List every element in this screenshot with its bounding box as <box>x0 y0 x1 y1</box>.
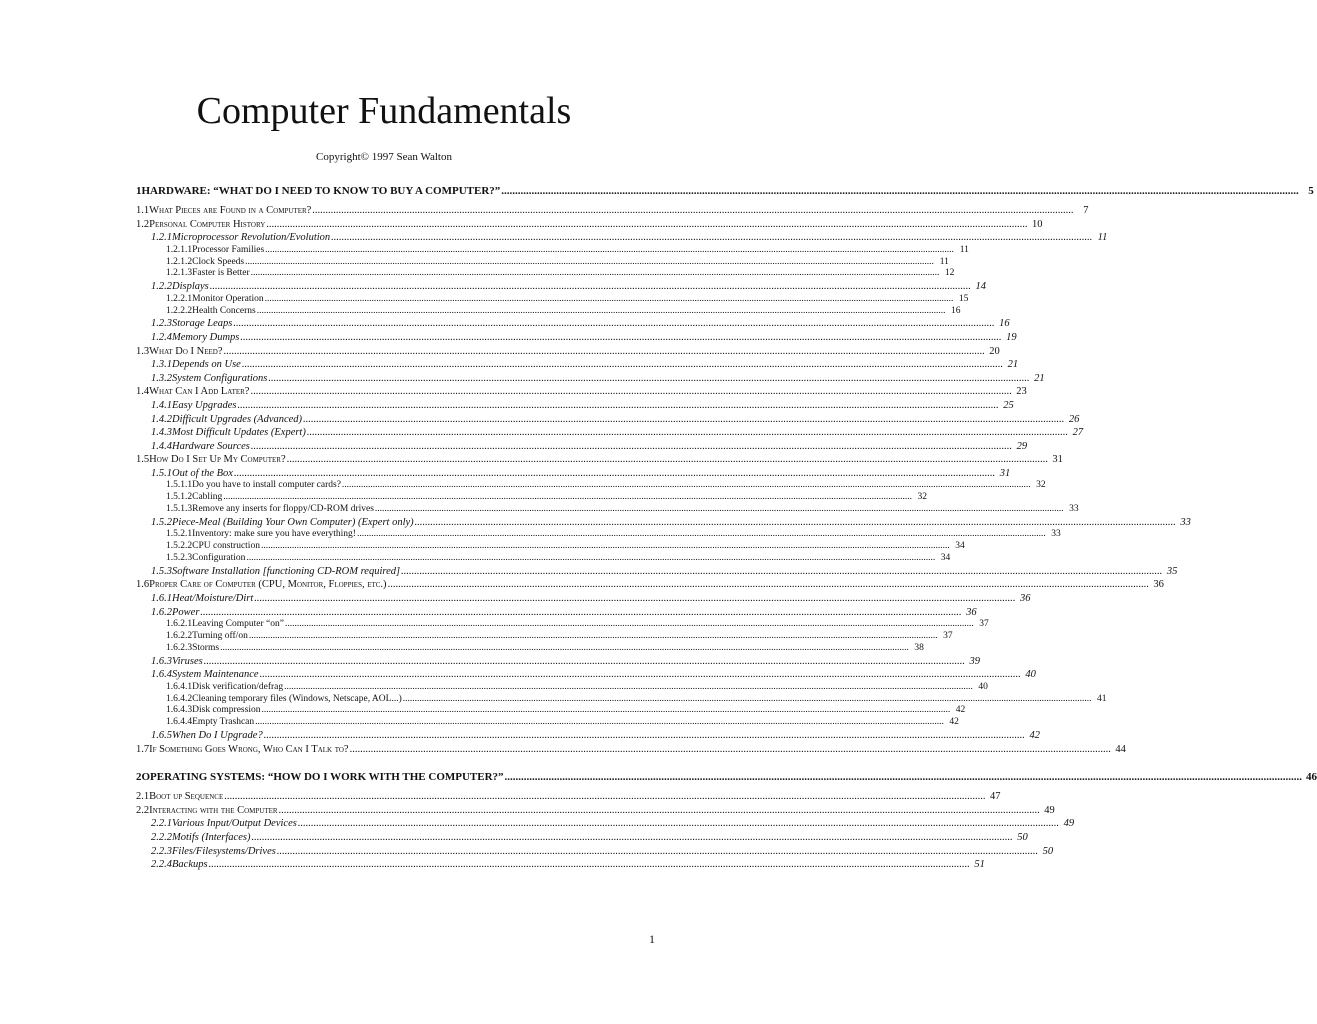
toc-entry[interactable] <box>136 790 1001 804</box>
toc-entry-page: 47 <box>989 791 1001 803</box>
toc-dot-leader <box>265 245 954 257</box>
toc-dot-leader <box>264 729 1025 743</box>
toc-entry-page: 33 <box>1069 504 1079 515</box>
toc-entry[interactable] <box>136 317 1010 331</box>
toc-entry-page: 25 <box>1003 399 1014 411</box>
toc-dot-leader <box>234 467 995 481</box>
toc-entry-page: 23 <box>1016 386 1027 398</box>
toc-entry-page: 19 <box>1006 331 1017 343</box>
toc-dot-leader <box>210 280 971 294</box>
toc-entry[interactable] <box>136 541 965 553</box>
toc-dot-leader <box>287 453 1048 467</box>
toc-dot-leader <box>242 358 1003 372</box>
toc-entry[interactable] <box>136 804 1055 818</box>
toc-entry-page: 21 <box>1034 372 1045 384</box>
toc-entry[interactable] <box>136 565 1178 579</box>
toc-entry-label: 1.5.1.1Do you have to install computer cards? <box>166 480 341 491</box>
toc-entry[interactable] <box>136 204 1089 218</box>
toc-entry-page: 15 <box>958 293 969 304</box>
toc-entry[interactable] <box>136 345 1000 359</box>
toc-entry-page: 20 <box>989 345 1000 357</box>
toc-entry-page: 32 <box>1036 480 1046 491</box>
toc-entry-label: 1.5.3Software Installation [functioning CD-ROM required] <box>151 565 401 577</box>
toc-dot-leader <box>204 655 965 669</box>
toc-entry[interactable] <box>136 578 1164 592</box>
toc-entry[interactable] <box>136 606 977 620</box>
toc-entry-label: 1.5.1Out of the Box <box>151 467 233 479</box>
toc-entry-page: 41 <box>1097 693 1107 704</box>
toc-entry[interactable] <box>136 256 949 269</box>
toc-dot-leader <box>298 817 1059 831</box>
toc-dot-leader <box>200 606 961 620</box>
toc-entry[interactable] <box>136 642 924 655</box>
toc-entry[interactable] <box>136 453 1063 467</box>
toc-dot-leader <box>388 578 1149 592</box>
toc-dot-leader <box>255 717 944 729</box>
toc-entry[interactable] <box>136 385 1027 399</box>
toc-dot-leader <box>223 492 912 504</box>
toc-dot-leader <box>279 804 1040 818</box>
toc-dot-leader <box>265 294 954 306</box>
toc-entry-page: 5 <box>1308 185 1314 197</box>
toc-dot-leader <box>246 553 935 565</box>
toc-chapter-entry[interactable] <box>136 766 1317 788</box>
toc-entry[interactable] <box>136 467 1011 481</box>
toc-dot-leader <box>254 592 1015 606</box>
toc-entry-label: 1.2.1.2Clock Speeds <box>166 256 245 267</box>
toc-entry[interactable] <box>136 529 1061 541</box>
toc-entry-page: 10 <box>1032 218 1043 230</box>
toc-dot-leader <box>307 426 1068 440</box>
copyright-notice: Copyright© 1997 Sean Walton <box>316 151 452 163</box>
toc-entry-label: 1.6.4.1Disk verification/defrag <box>166 681 284 692</box>
toc-entry-label: 2.2.2Motifs (Interfaces) <box>151 831 251 843</box>
toc-entry-page: 31 <box>999 467 1011 479</box>
toc-entry[interactable] <box>136 372 1045 386</box>
toc-entry-label: 1.4.2Difficult Upgrades (Advanced) <box>151 413 303 425</box>
toc-entry[interactable] <box>136 668 1036 682</box>
toc-entry-label: 1.3What Do I Need? <box>136 345 223 357</box>
toc-entry[interactable] <box>136 492 927 504</box>
toc-entry-label: 1.2.2.2Health Concerns <box>166 305 256 316</box>
toc-entry[interactable] <box>136 268 955 280</box>
toc-entry-page: 36 <box>1153 579 1164 591</box>
toc-entry-label: 1.2.2Displays <box>151 281 209 293</box>
toc-dot-leader <box>257 306 946 318</box>
toc-entry-page: 11 <box>959 244 969 255</box>
toc-entry[interactable] <box>136 426 1084 440</box>
toc-entry[interactable] <box>136 729 1040 743</box>
toc-entry-page: 36 <box>1020 593 1031 605</box>
toc-entry[interactable] <box>136 655 980 669</box>
toc-dot-leader <box>249 631 938 643</box>
toc-entry-page: 32 <box>917 492 927 503</box>
toc-entry-label: 1.6.2.2Turning off/on <box>166 631 248 642</box>
toc-entry-page: 11 <box>939 256 949 267</box>
toc-dot-leader <box>285 619 974 631</box>
toc-entry[interactable] <box>136 619 989 631</box>
toc-dot-leader <box>342 480 1031 492</box>
toc-entry-page: 50 <box>1042 845 1054 857</box>
toc-entry[interactable] <box>136 504 1079 516</box>
toc-dot-leader <box>312 204 1073 218</box>
toc-entry[interactable] <box>136 743 1126 757</box>
toc-entry-label: 1.5.2.1Inventory: make sure you have everything! <box>166 529 356 540</box>
toc-entry[interactable] <box>136 305 961 318</box>
toc-entry[interactable] <box>136 231 1108 245</box>
toc-entry-label: 1.2Personal Computer History <box>136 218 266 230</box>
toc-entry-label: 1.4.1Easy Upgrades <box>151 399 237 411</box>
table-of-contents <box>136 176 1317 872</box>
toc-entry-label: 2.2.3Files/Filesystems/Drives <box>151 845 276 857</box>
toc-entry-label: 1.6Proper Care of Computer (CPU, Monitor, Floppies, etc.) <box>136 579 387 591</box>
toc-dot-leader <box>261 541 950 553</box>
toc-entry-label: 1.6.4System Maintenance <box>151 669 259 681</box>
toc-dot-leader <box>357 529 1046 541</box>
toc-dot-leader <box>303 413 1064 427</box>
toc-dot-leader <box>251 268 940 280</box>
toc-entry[interactable] <box>136 244 969 257</box>
toc-dot-leader <box>268 372 1029 386</box>
toc-entry[interactable] <box>136 358 1019 372</box>
toc-entry-label: 1.2.1.1Processor Families <box>166 244 265 255</box>
toc-entry-page: 12 <box>944 268 955 279</box>
toc-entry[interactable] <box>136 218 1043 232</box>
toc-dot-leader <box>233 317 994 331</box>
toc-entry[interactable] <box>136 516 1191 530</box>
toc-entry-label: 1.5.2.2CPU construction <box>166 541 260 552</box>
toc-entry[interactable] <box>136 413 1080 427</box>
toc-dot-leader <box>266 218 1027 232</box>
toc-dot-leader <box>375 504 1064 516</box>
toc-dot-leader <box>415 516 1176 530</box>
toc-entry-page: 33 <box>1180 516 1191 528</box>
toc-dot-leader <box>245 257 934 269</box>
toc-entry-label: 1.6.4.2Cleaning temporary files (Windows, Netscape, AOL...) <box>166 693 402 704</box>
toc-entry-label: 1.4.3Most Difficult Updates (Expert) <box>151 427 306 439</box>
toc-entry-page: 34 <box>940 553 951 564</box>
toc-entry-page: 26 <box>1068 413 1080 425</box>
toc-entry-label: 1HARDWARE: “WHAT DO I NEED TO KNOW TO BUY A COMPUTER?” <box>136 185 501 197</box>
toc-dot-leader <box>250 385 1011 399</box>
page-number: 1 <box>649 932 655 946</box>
toc-entry-page: 33 <box>1051 529 1061 540</box>
toc-entry-label: 1.6.2.1Leaving Computer “on” <box>166 619 284 630</box>
toc-entry-page: 50 <box>1017 831 1028 843</box>
toc-dot-leader <box>251 831 1012 845</box>
toc-dot-leader <box>284 682 973 694</box>
toc-entry-label: 1.2.3Storage Leaps <box>151 318 233 330</box>
toc-entry[interactable] <box>136 831 1028 845</box>
toc-entry[interactable] <box>136 592 1031 606</box>
toc-entry-page: 35 <box>1166 565 1178 577</box>
toc-entry[interactable] <box>136 331 1017 345</box>
toc-entry-page: 34 <box>955 541 965 552</box>
toc-entry-page: 49 <box>1044 804 1055 816</box>
toc-entry-label: 1.2.2.1Monitor Operation <box>166 293 264 304</box>
toc-entry-label: 1.2.1Microprocessor Revolution/Evolution <box>151 232 331 244</box>
toc-entry[interactable] <box>136 553 951 565</box>
toc-entry-label: 1.6.2Power <box>151 606 200 618</box>
toc-entry-label: 1.1What Pieces are Found in a Computer? <box>136 205 312 216</box>
toc-entry-label: 2.2Interacting with the Computer <box>136 804 278 816</box>
toc-entry-label: 1.3.1Depends on Use <box>151 359 241 371</box>
toc-entry-page: 21 <box>1007 359 1019 371</box>
toc-entry-label: 1.5.1.2Cabling <box>166 492 223 503</box>
toc-entry[interactable] <box>136 399 1014 413</box>
toc-dot-leader <box>277 845 1038 859</box>
toc-entry[interactable] <box>136 717 959 729</box>
toc-entry-page: 37 <box>943 631 953 642</box>
toc-entry-label: 1.4.4Hardware Sources <box>151 440 250 452</box>
toc-dot-leader <box>237 399 998 413</box>
toc-entry-label: 1.6.4.3Disk compression <box>166 705 261 716</box>
toc-entry-label: 2.1Boot up Sequence <box>136 791 224 803</box>
toc-entry-page: 42 <box>955 705 966 716</box>
toc-entry-label: 1.6.4.4Empty Trashcan <box>166 717 255 728</box>
toc-entry[interactable] <box>136 693 1107 706</box>
toc-entry-page: 39 <box>969 655 980 667</box>
toc-entry[interactable] <box>136 845 1054 859</box>
toc-entry[interactable] <box>136 480 1046 492</box>
toc-entry-page: 36 <box>966 606 977 618</box>
toc-entry-page: 49 <box>1063 818 1075 830</box>
toc-dot-leader <box>251 440 1012 454</box>
document-title: Computer Fundamentals <box>196 90 572 132</box>
toc-entry-label: 1.6.5When Do I Upgrade? <box>151 730 263 741</box>
toc-entry-page: 31 <box>1052 454 1063 466</box>
toc-entry-label: 1.4What Can I Add Later? <box>136 386 250 398</box>
toc-dot-leader <box>209 858 970 872</box>
toc-entry-page: 46 <box>1306 771 1317 784</box>
toc-entry-label: 1.6.3Viruses <box>151 655 203 667</box>
toc-dot-leader <box>331 231 1092 245</box>
toc-entry-page: 42 <box>949 717 959 728</box>
toc-entry-page: 40 <box>978 681 988 692</box>
toc-entry[interactable] <box>136 681 988 694</box>
toc-entry[interactable] <box>136 440 1028 454</box>
toc-entry-page: 42 <box>1029 730 1040 741</box>
toc-entry-label: 2.2.4Backups <box>151 859 208 871</box>
toc-entry-page: 11 <box>1097 232 1108 244</box>
toc-entry-page: 51 <box>974 859 985 871</box>
toc-dot-leader <box>501 180 1299 202</box>
toc-entry[interactable] <box>136 705 966 717</box>
toc-dot-leader <box>350 743 1111 757</box>
toc-entry-label: 2OPERATING SYSTEMS: “HOW DO I WORK WITH THE COMPUTER?” <box>136 771 504 784</box>
toc-entry-page: 7 <box>1083 205 1089 216</box>
toc-entry-label: 1.6.1Heat/Moisture/Dirt <box>151 593 254 605</box>
toc-entry[interactable] <box>136 817 1075 831</box>
toc-entry[interactable] <box>136 631 953 643</box>
toc-entry-label: 1.7If Something Goes Wrong, Who Can I Talk to? <box>136 743 349 755</box>
toc-dot-leader <box>401 565 1162 579</box>
toc-entry-label: 1.5How Do I Set Up My Computer? <box>136 454 286 466</box>
toc-entry-page: 29 <box>1016 440 1028 452</box>
toc-entry-page: 38 <box>914 642 924 653</box>
toc-entry-page: 44 <box>1115 743 1126 755</box>
toc-entry-label: 1.3.2System Configurations <box>151 372 268 384</box>
toc-entry-page: 27 <box>1072 427 1084 439</box>
toc-entry-page: 37 <box>979 619 989 630</box>
toc-entry-label: 2.2.1Various Input/Output Devices <box>151 818 297 830</box>
toc-entry-page: 40 <box>1025 669 1036 681</box>
toc-entry-label: 1.5.2Piece-Meal (Building Your Own Computer) (Expert only) <box>151 516 414 528</box>
toc-entry-label: 1.2.4Memory Dumps <box>151 331 240 343</box>
toc-chapter-entry[interactable] <box>136 180 1314 202</box>
toc-entry-label: 1.6.2.3Storms <box>166 642 220 653</box>
toc-dot-leader <box>240 331 1001 345</box>
toc-entry-page: 16 <box>999 318 1010 330</box>
toc-dot-leader <box>220 643 909 655</box>
toc-dot-leader <box>403 694 1092 706</box>
toc-entry-page: 16 <box>950 305 961 316</box>
toc-entry[interactable] <box>136 293 969 306</box>
toc-dot-leader <box>505 766 1303 788</box>
toc-dot-leader <box>261 705 950 717</box>
toc-dot-leader <box>224 345 985 359</box>
toc-entry-label: 1.5.2.3Configuration <box>166 553 246 564</box>
toc-dot-leader <box>224 790 985 804</box>
toc-entry[interactable] <box>136 280 986 294</box>
toc-entry-page: 14 <box>975 281 986 293</box>
toc-dot-leader <box>260 668 1021 682</box>
toc-entry[interactable] <box>136 858 985 872</box>
toc-entry-label: 1.2.1.3Faster is Better <box>166 268 250 279</box>
toc-entry-label: 1.5.1.3Remove any inserts for floppy/CD-ROM drives <box>166 504 374 515</box>
